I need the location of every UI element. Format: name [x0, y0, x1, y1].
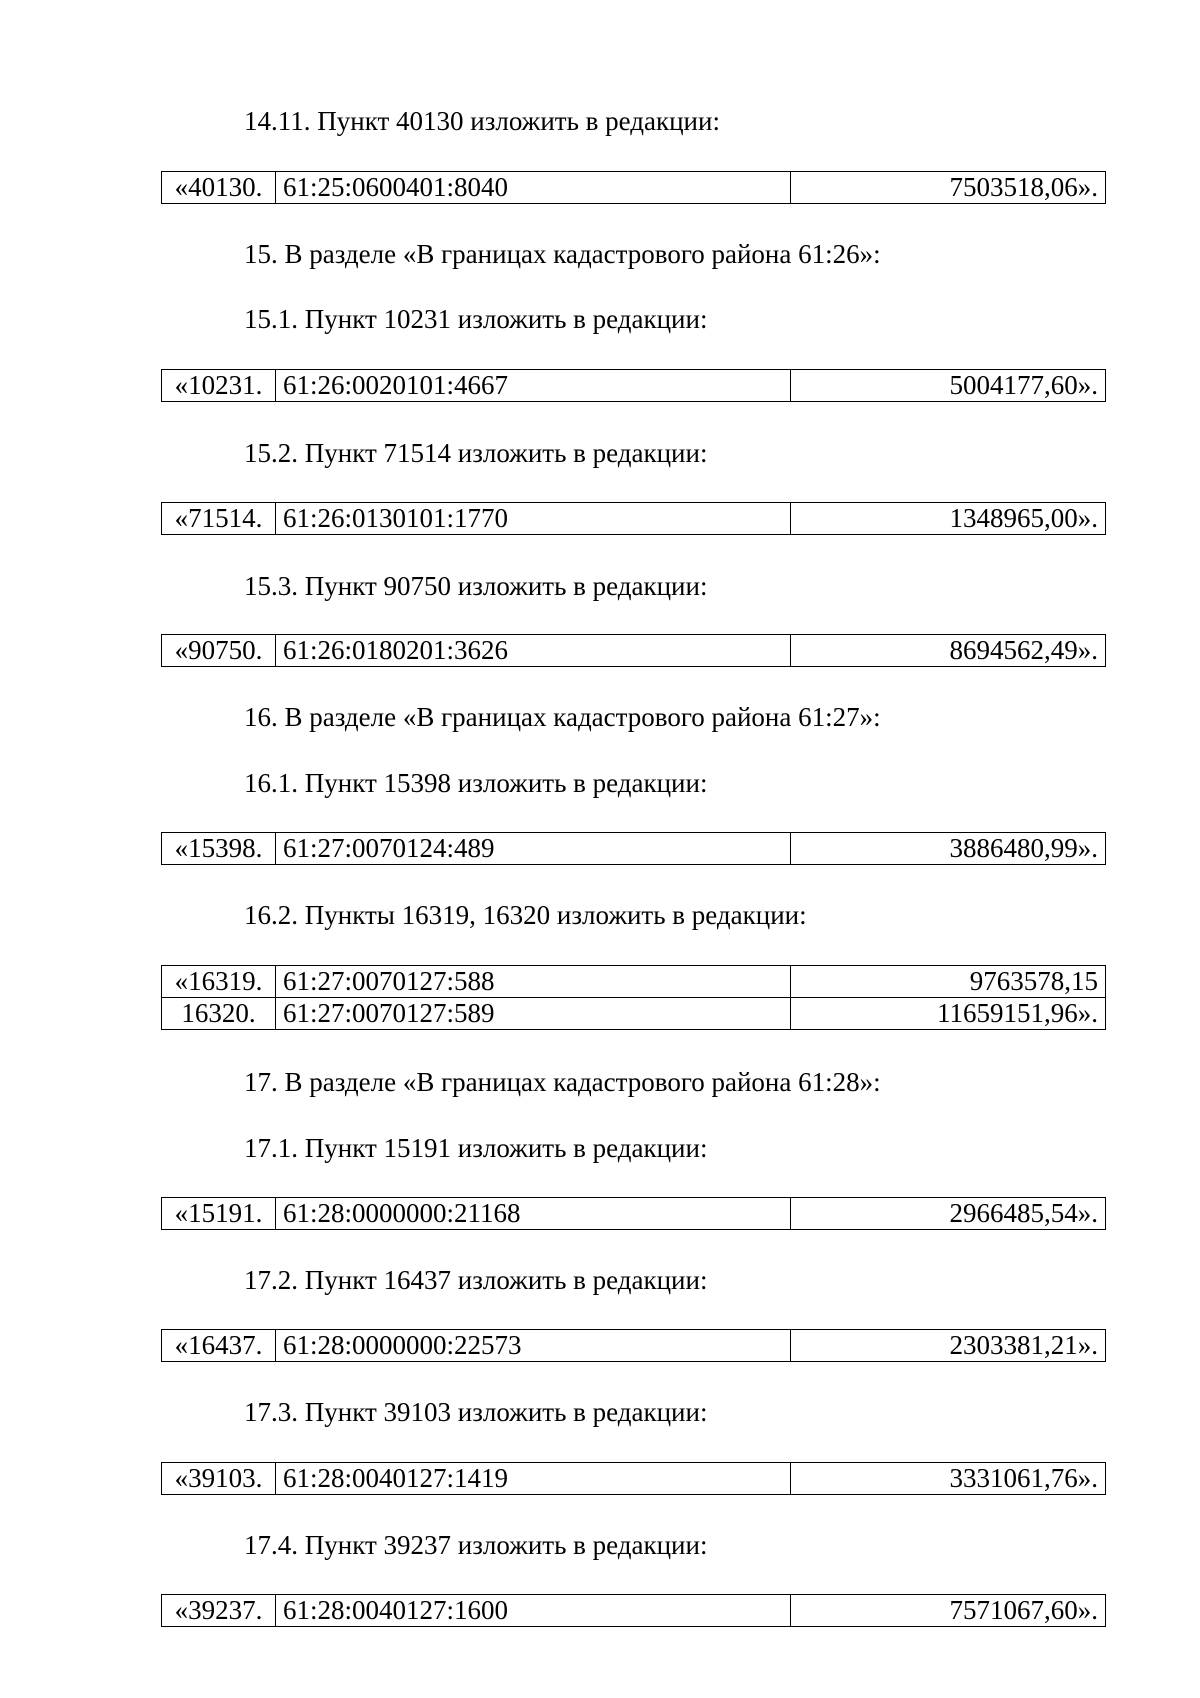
- section-17-2-heading: 17.2. Пункт 16437 изложить в редакции:: [244, 1265, 708, 1295]
- entry-table-40130: [161, 171, 1106, 204]
- section-15-1-heading: 15.1. Пункт 10231 изложить в редакции:: [244, 304, 708, 334]
- cadastral-number: 61:26:0130101:1770: [276, 503, 791, 535]
- cadastral-number: 61:28:0040127:1600: [276, 1595, 791, 1627]
- item-number: «40130.: [162, 172, 276, 204]
- table-row: [162, 1595, 1106, 1627]
- table-row: [162, 635, 1106, 667]
- cadastral-number: 61:27:0070124:489: [276, 833, 791, 865]
- table-row: [162, 370, 1106, 402]
- cadastral-number: 61:25:0600401:8040: [276, 172, 791, 204]
- cadastral-value: 2303381,21».: [791, 1330, 1106, 1362]
- item-number: «39237.: [162, 1595, 276, 1627]
- section-17-3-heading: 17.3. Пункт 39103 изложить в редакции:: [244, 1397, 708, 1427]
- cadastral-number: 61:26:0180201:3626: [276, 635, 791, 667]
- entry-table-16437: [161, 1329, 1106, 1362]
- item-number: «71514.: [162, 503, 276, 535]
- table-row: [162, 1330, 1106, 1362]
- table-row: [162, 1198, 1106, 1230]
- section-15-2-heading: 15.2. Пункт 71514 изложить в редакции:: [244, 438, 708, 468]
- table-row: [162, 833, 1106, 865]
- section-15-heading: 15. В разделе «В границах кадастрового района 61:26»:: [244, 239, 881, 269]
- entry-table-15191: [161, 1197, 1106, 1230]
- cadastral-value: 11659151,96».: [791, 998, 1106, 1030]
- table-row: [162, 966, 1106, 998]
- entry-table-16319-16320: [161, 965, 1106, 1030]
- table-row: [162, 1463, 1106, 1495]
- cadastral-value: 9763578,15: [791, 966, 1106, 998]
- entry-table-39103: [161, 1462, 1106, 1495]
- cadastral-value: 3331061,76».: [791, 1463, 1106, 1495]
- section-14-11-heading: 14.11. Пункт 40130 изложить в редакции:: [244, 106, 720, 136]
- cadastral-value: 3886480,99».: [791, 833, 1106, 865]
- cadastral-number: 61:28:0000000:21168: [276, 1198, 791, 1230]
- table-row: [162, 503, 1106, 535]
- item-number: «15398.: [162, 833, 276, 865]
- table-row: [162, 172, 1106, 204]
- table-row: [162, 998, 1106, 1030]
- cadastral-value: 7503518,06».: [791, 172, 1106, 204]
- entry-table-10231: [161, 369, 1106, 402]
- cadastral-value: 2966485,54».: [791, 1198, 1106, 1230]
- cadastral-number: 61:27:0070127:589: [276, 998, 791, 1030]
- cadastral-value: 5004177,60».: [791, 370, 1106, 402]
- section-16-2-heading: 16.2. Пункты 16319, 16320 изложить в редакции:: [244, 900, 807, 930]
- cadastral-number: 61:28:0000000:22573: [276, 1330, 791, 1362]
- item-number: «15191.: [162, 1198, 276, 1230]
- cadastral-value: 1348965,00».: [791, 503, 1106, 535]
- item-number: «16437.: [162, 1330, 276, 1362]
- section-17-4-heading: 17.4. Пункт 39237 изложить в редакции:: [244, 1530, 708, 1560]
- item-number: 16320.: [162, 998, 276, 1030]
- entry-table-39237: [161, 1594, 1106, 1627]
- cadastral-number: 61:26:0020101:4667: [276, 370, 791, 402]
- item-number: «90750.: [162, 635, 276, 667]
- entry-table-15398: [161, 832, 1106, 865]
- section-16-heading: 16. В разделе «В границах кадастрового района 61:27»:: [244, 702, 881, 732]
- section-16-1-heading: 16.1. Пункт 15398 изложить в редакции:: [244, 768, 708, 798]
- entry-table-71514: [161, 502, 1106, 535]
- cadastral-number: 61:28:0040127:1419: [276, 1463, 791, 1495]
- cadastral-value: 8694562,49».: [791, 635, 1106, 667]
- section-17-1-heading: 17.1. Пункт 15191 изложить в редакции:: [244, 1133, 708, 1163]
- entry-table-90750: [161, 634, 1106, 667]
- item-number: «10231.: [162, 370, 276, 402]
- item-number: «39103.: [162, 1463, 276, 1495]
- section-17-heading: 17. В разделе «В границах кадастрового района 61:28»:: [244, 1067, 881, 1097]
- cadastral-number: 61:27:0070127:588: [276, 966, 791, 998]
- item-number: «16319.: [162, 966, 276, 998]
- cadastral-value: 7571067,60».: [791, 1595, 1106, 1627]
- section-15-3-heading: 15.3. Пункт 90750 изложить в редакции:: [244, 571, 708, 601]
